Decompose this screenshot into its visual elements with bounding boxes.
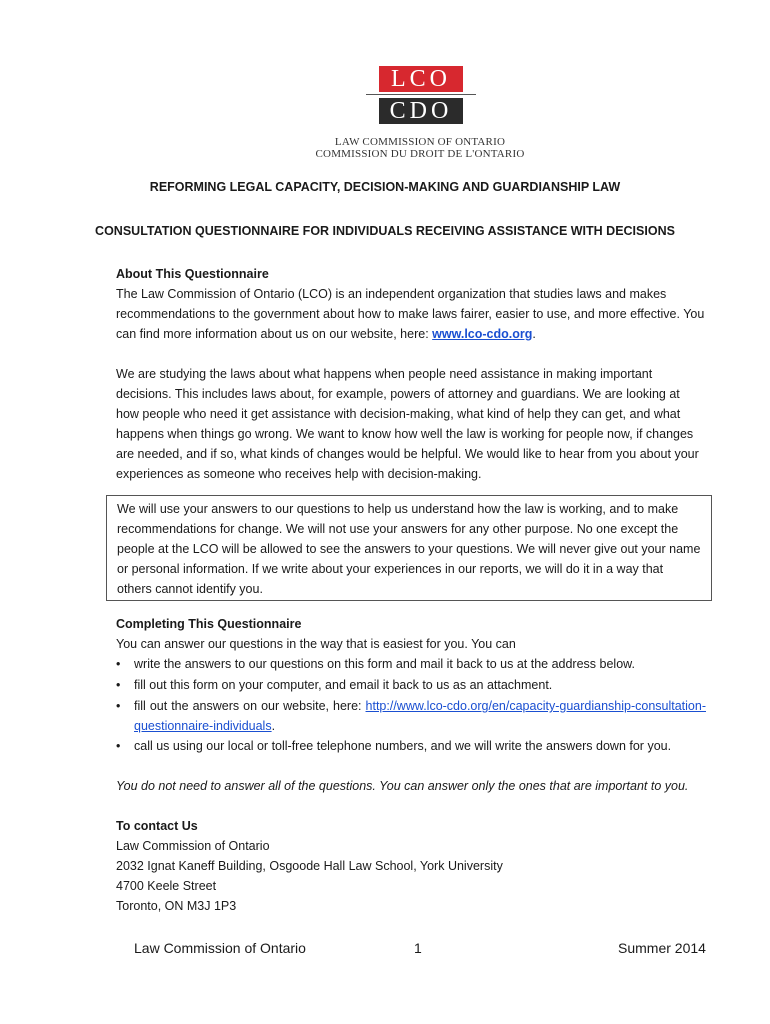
contact-line: 2032 Ignat Kaneff Building, Osgoode Hall Law School, York University (116, 859, 503, 873)
list-item: • fill out this form on your computer, and email it back to us as an attachment. (116, 675, 706, 695)
bullet-text: write the answers to our questions on this form and mail it back to us at the address below. (134, 657, 635, 671)
footer-org: Law Commission of Ontario (134, 940, 306, 956)
footer-page-number: 1 (414, 940, 422, 956)
list-item: • fill out the answers on our website, here: http://www.lco-cdo.org/en/capacity-guardianship-consultation-questionnaire-individuals. (116, 696, 706, 736)
privacy-box (106, 495, 712, 601)
bullet-text: call us using our local or toll-free telephone numbers, and we will write the answers down for you. (134, 739, 672, 753)
org-name-fr: COMMISSION DU DROIT DE L'ONTARIO (315, 148, 525, 160)
website-link[interactable]: www.lco-cdo.org (432, 327, 533, 341)
contact-line: 4700 Keele Street (116, 879, 217, 893)
contact-line: Toronto, ON M3J 1P3 (116, 899, 237, 913)
questionnaire-link[interactable]: http://www.lco-cdo.org/en/capacity-guardianship-consultation-questionnaire-individuals (134, 699, 706, 733)
logo-lco: LCO (379, 66, 463, 92)
privacy-text: We will use your answers to our questions to help us understand how the law is working, and to make recommendations for change. We will not use your answers for any other purpose. No one except the people at the LCO will be allowed to see the answers to your questions. We will never give out your name or personal information. If we write about your experiences in our reports, we will do it in a way that others cannot identify you. (117, 502, 701, 596)
about-p1-text: The Law Commission of Ontario (LCO) is an independent organization that studies laws and makes recommendations to the government about how to make laws fairer, easier to use, and more effective. You can find more information about us on our website, here: (116, 287, 705, 341)
lco-logo (366, 66, 476, 124)
list-item: • write the answers to our questions on this form and mail it back to us at the address below. (116, 654, 706, 674)
web-bullet-label: fill out the answers on our website, here: (134, 699, 366, 713)
bullet-text-web (134, 696, 706, 736)
about-heading: About This Questionnaire (116, 267, 269, 281)
about-p1-end: . (532, 327, 536, 341)
org-name-en: LAW COMMISSION OF ONTARIO (334, 136, 506, 148)
bullet-text: fill out this form on your computer, and email it back to us as an attachment. (134, 678, 553, 692)
contact-line: Law Commission of Ontario (116, 839, 270, 853)
completing-heading: Completing This Questionnaire (116, 617, 302, 631)
document-subtitle: CONSULTATION QUESTIONNAIRE FOR INDIVIDUALS RECEIVING ASSISTANCE WITH DECISIONS (95, 224, 675, 238)
optional-note: You do not need to answer all of the questions. You can answer only the ones that are important to you. (116, 779, 689, 793)
logo-cdo: CDO (379, 98, 463, 124)
document-title: REFORMING LEGAL CAPACITY, DECISION-MAKING AND GUARDIANSHIP LAW (149, 180, 621, 194)
about-paragraph-2: We are studying the laws about what happens when people need assistance in making important decisions. This includes laws about, for example, powers of attorney and guardians. We are looking at how people who need it get assistance with decision-making, what kind of help they can get, and what happens when things go wrong. We want to know how well the law is working for people now, if changes are needed, and if so, what kinds of changes would be helpful. We would like to hear from you about your experiences as someone who receives help with decision-making. (116, 367, 699, 481)
list-item: • call us using our local or toll-free telephone numbers, and we will write the answers down for you. (116, 736, 706, 756)
web-bullet-end: . (271, 719, 276, 733)
contact-heading: To contact Us (116, 819, 198, 833)
about-paragraph-1 (116, 284, 706, 344)
logo-rule (366, 94, 476, 95)
completing-intro: You can answer our questions in the way that is easiest for you. You can (116, 637, 516, 651)
footer-date: Summer 2014 (618, 940, 706, 956)
